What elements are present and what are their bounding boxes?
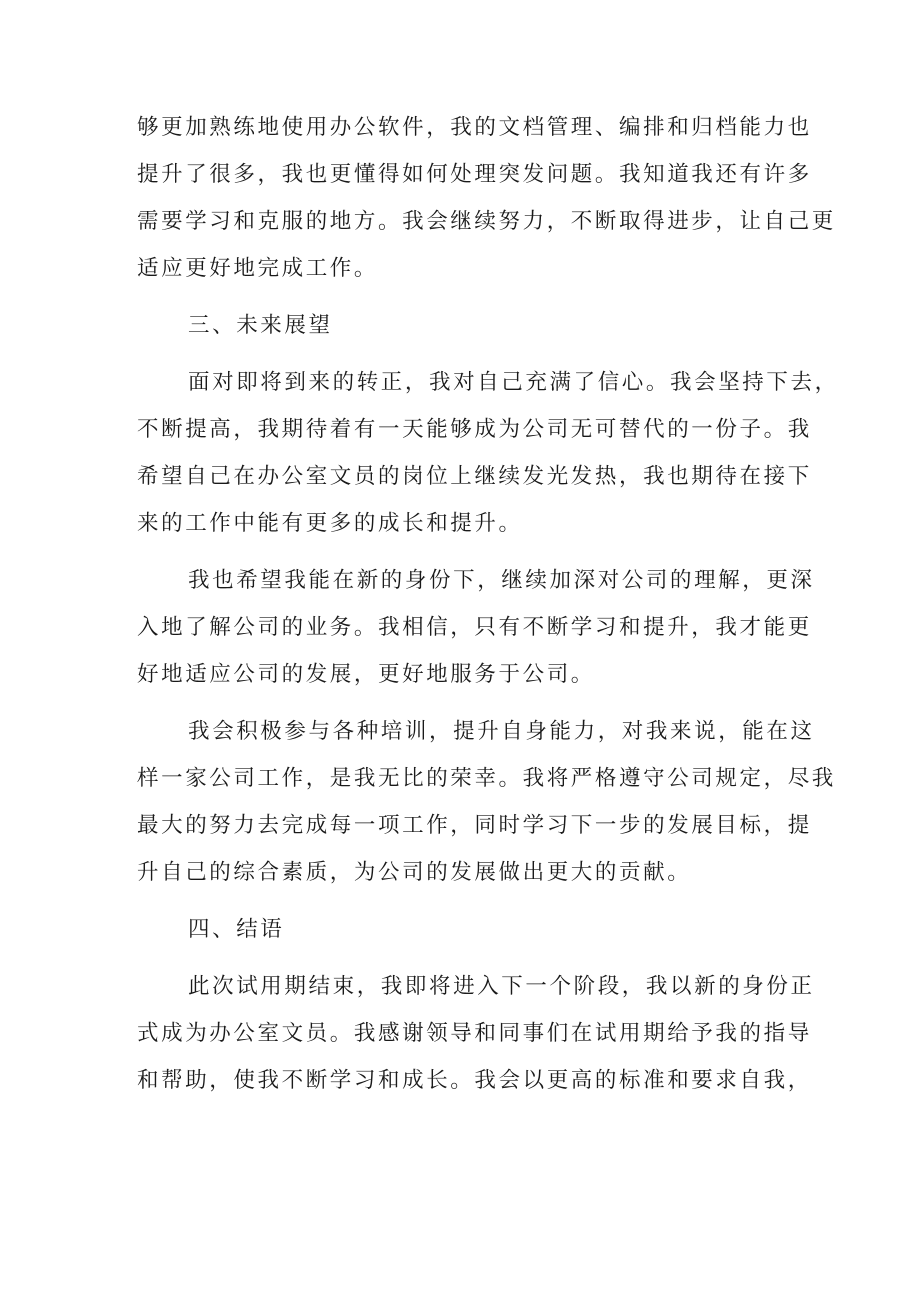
document-body [137,104,839,1114]
paragraph [137,708,836,896]
paragraph-line: 面对即将到来的转正，我对自己充满了信心。我会坚持下去， [188,370,839,395]
section-heading: 四、结语 [188,917,285,942]
paragraph-line: 提升了很多，我也更懂得如何处理突发问题。我知道我还有许多 [137,162,812,187]
paragraph-line: 需要学习和克服的地方。我会继续努力，不断取得进步，让自己更 [137,209,836,234]
paragraph-line: 入地了解公司的业务。我相信，只有不断学习和提升，我才能更 [137,615,812,640]
paragraph-line: 升自己的综合素质，为公司的发展做出更大的贡献。 [137,860,692,885]
paragraph [137,104,836,292]
paragraph-line: 此次试用期结束，我即将进入下一个阶段，我以新的身份正 [188,974,815,999]
paragraph-line: 好地适应公司的发展，更好地服务于公司。 [137,662,595,687]
paragraph [137,359,839,547]
paragraph-line: 最大的努力去完成每一项工作，同时学习下一步的发展目标，提 [137,813,812,838]
paragraph [137,557,815,698]
section-heading: 三、未来展望 [188,313,333,338]
paragraph-line: 和帮助，使我不断学习和成长。我会以更高的标准和要求自我， [137,1068,812,1093]
paragraph-line: 希望自己在办公室文员的岗位上继续发光发热，我也期待在接下 [137,464,812,489]
paragraph-line: 我会积极参与各种培训，提升自身能力，对我来说，能在这 [188,719,815,744]
paragraph-line: 样一家公司工作，是我无比的荣幸。我将严格遵守公司规定，尽我 [137,766,836,791]
paragraph-line: 式成为办公室文员。我感谢领导和同事们在试用期给予我的指导 [137,1021,812,1046]
paragraph-line: 来的工作中能有更多的成长和提升。 [137,511,523,536]
paragraph-line: 够更加熟练地使用办公软件，我的文档管理、编排和归档能力也 [137,115,812,140]
paragraph-line: 我也希望我能在新的身份下，继续加深对公司的理解，更深 [188,568,815,593]
paragraph-line: 适应更好地完成工作。 [137,256,379,281]
paragraph [137,963,815,1104]
paragraph-line: 不断提高，我期待着有一天能够成为公司无可替代的一份子。我 [137,417,812,442]
